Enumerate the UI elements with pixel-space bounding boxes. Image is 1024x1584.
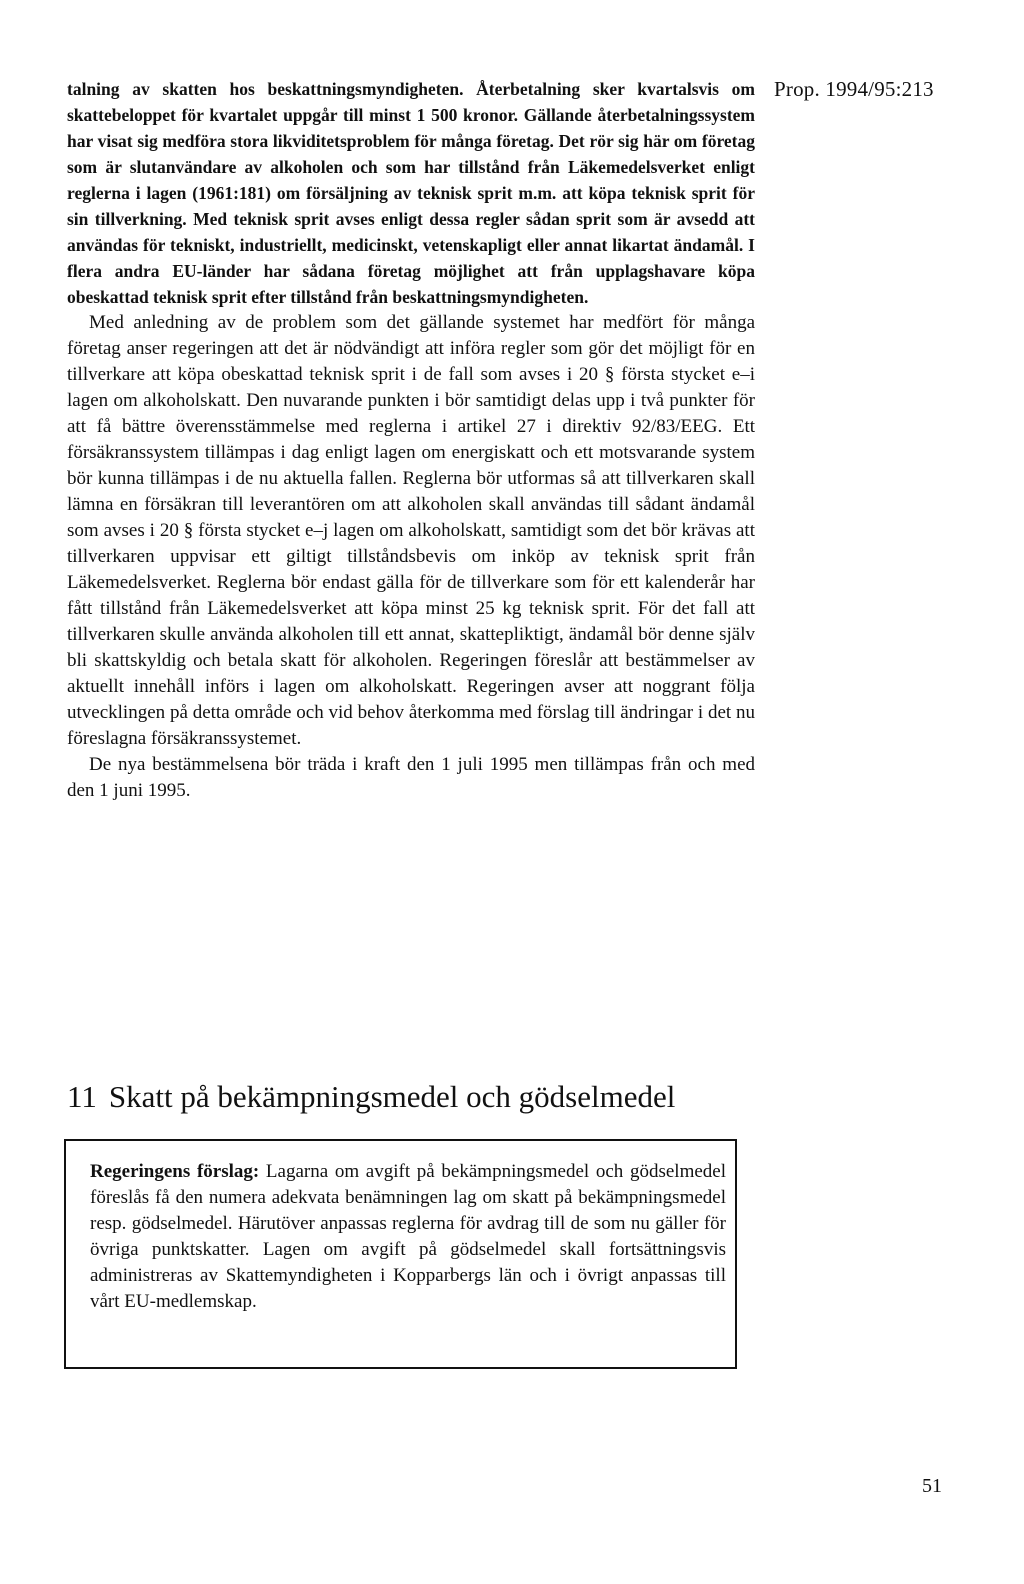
proposal-box [64,1139,737,1369]
running-head: Prop. 1994/95:213 [774,77,934,101]
page-number: 51 [922,1475,942,1497]
body-text [67,76,755,804]
proposal-text [90,1159,726,1315]
proposal-body: Lagarna om avgift på bekämpningsmedel och gödselmedel föreslås få den numera adekvata benämningen lag om skatt på bekämpningsmedel resp. gödselmedel. Härutöver anpassas reglerna för avdrag till de som nu gäller för övriga punktskatter. Lagen om avgift på gödselmedel skall fortsättningsvis administreras av Skattemyndigheten i Kopparbergs län och i övrigt anpassas till vårt EU-medlemskap. [90,1161,726,1312]
proposal-lead: Regeringens förslag: [90,1161,260,1182]
section-title: Skatt på bekämpningsmedel och gödselmedel [108,1079,676,1114]
section-heading [67,1077,767,1117]
section-number: 11 [67,1079,97,1114]
paragraph-government-proposal: Med anledning av de problem som det gällande systemet har medfört för många företag anser regeringen att det är nödvändigt att införa regler som gör det möjligt för en tillverkare att köpa obeskattad teknisk sprit i de fall som avses i 20 § första stycket e–i lagen om alkoholskatt. Den nuvarande punkten i bör samtidigt delas upp i två punkter för att få bättre överensstämmelse med reglerna i artikel 27 i direktiv 92/83/EEG. Ett försäkranssystem tillämpas i dag enligt lagen om energiskatt och ett motsvarande system bör kunna tillämpas i de nu aktuella fallen. Reglerna bör utformas så att tillverkaren skall lämna en försäkran till leverantören om att alkoholen skall användas till sådant ändamål som avses i 20 § första stycket e–j lagen om alkoholskatt, samtidigt som det bör krävas att tillverkaren uppvisar ett giltigt tillståndsbevis om inköp av teknisk sprit från Läkemedelsverket. Reglerna bör endast gälla för de tillverkare som för ett kalenderår har fått tillstånd från Läkemedelsverket att köpa minst 25 kg teknisk sprit. För det fall att tillverkaren skulle använda alkoholen till ett annat, skattepliktigt, ändamål bör denne själv bli skattskyldig och betala skatt för alkoholen. Regeringen föreslår att bestämmelser av aktuellt innehåll införs i lagen om alkoholskatt. Regeringen avser att noggrant följa utvecklingen på detta område och vid behov återkomma med förslag till ändringar i det nu föreslagna försäkranssystemet. [67,312,755,749]
paragraph-entry-into-force: De nya bestämmelsena bör träda i kraft den 1 juli 1995 men tillämpas från och med den 1 juni 1995. [67,754,755,801]
paragraph-refund-problems: talning av skatten hos beskattningsmyndigheten. Återbetalning sker kvartalsvis om skattebeloppet för kvartalet uppgår till minst 1 500 kronor. Gällande återbetalningssystem har visat sig medföra stora likviditetsproblem för många företag. Det rör sig här om företag som är slutanvändare av alkoholen och som har tillstånd från Läkemedelsverket enligt reglerna i lagen (1961:181) om försäljning av teknisk sprit m.m. att köpa teknisk sprit för sin tillverkning. Med teknisk sprit avses enligt dessa regler sådan sprit som är avsedd att användas för tekniskt, industriellt, medicinskt, vetenskapligt eller annat likartat ändamål. I flera andra EU-länder har sådana företag möjlighet att från upplagshavare köpa obeskattad teknisk sprit efter tillstånd från beskattningsmyndigheten. [67,79,755,307]
